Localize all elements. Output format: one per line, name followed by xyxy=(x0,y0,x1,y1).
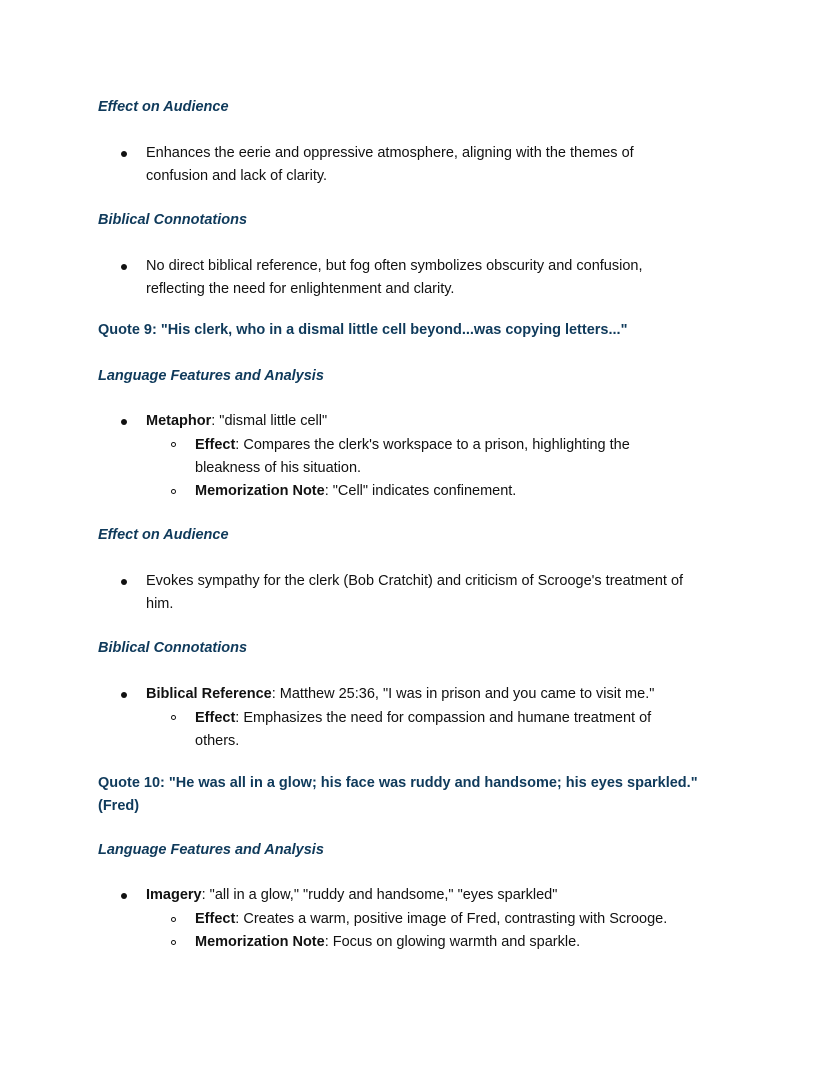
quote-10-heading xyxy=(98,772,748,818)
quote-10-heading-line-2: (Fred) xyxy=(98,798,140,814)
biblical-connotations-heading: Biblical Connotations xyxy=(98,640,248,656)
biblical-text: : Matthew 25:36, "I was in prison and you came to visit me." xyxy=(271,686,655,702)
feature-label: Imagery xyxy=(146,887,202,903)
bullet-text: him. xyxy=(146,596,174,612)
sub-bullet-text xyxy=(195,480,516,503)
memo-label: Memorization Note xyxy=(195,483,325,499)
effect-label: Effect xyxy=(195,710,236,726)
memo-label: Memorization Note xyxy=(195,934,325,950)
sub-bullet-text: others. xyxy=(195,733,240,749)
memo-text: : Focus on glowing warmth and sparkle. xyxy=(324,934,581,950)
bullet-text xyxy=(146,410,327,433)
quote-10-heading-line-1: Quote 10: "He was all in a glow; his face was ruddy and handsome; his eyes sparkled." xyxy=(98,775,698,791)
effect-label: Effect xyxy=(195,437,236,453)
effect-text: : Creates a warm, positive image of Fred, contrasting with Scrooge. xyxy=(235,911,668,927)
bullet-disc xyxy=(121,579,127,585)
feature-text: : "dismal little cell" xyxy=(211,413,328,429)
feature-label: Metaphor xyxy=(146,413,212,429)
bullet-disc xyxy=(121,692,127,698)
effect-label: Effect xyxy=(195,911,236,927)
bullet-disc xyxy=(121,264,127,270)
sub-bullet-text xyxy=(195,908,667,931)
bullet-circle xyxy=(171,489,176,494)
bullet-disc xyxy=(121,151,127,157)
feature-text: : "all in a glow," "ruddy and handsome," "eyes sparkled" xyxy=(201,887,558,903)
bullet-disc xyxy=(121,419,127,425)
bullet-circle xyxy=(171,715,176,720)
language-features-heading: Language Features and Analysis xyxy=(98,842,324,858)
sub-bullet-text xyxy=(195,931,580,954)
effect-text: : Emphasizes the need for compassion and humane treatment of xyxy=(235,710,652,726)
bullet-text: confusion and lack of clarity. xyxy=(146,168,328,184)
bullet-text: No direct biblical reference, but fog often symbolizes obscurity and confusion, xyxy=(146,258,643,274)
bullet-text: Enhances the eerie and oppressive atmosphere, aligning with the themes of xyxy=(146,145,634,161)
memo-text: : "Cell" indicates confinement. xyxy=(324,483,517,499)
effect-on-audience-heading: Effect on Audience xyxy=(98,527,229,543)
bullet-text xyxy=(146,884,557,907)
bullet-circle xyxy=(171,940,176,945)
bullet-text xyxy=(146,683,654,706)
bullet-disc xyxy=(121,893,127,899)
sub-bullet-text xyxy=(195,707,651,730)
effect-on-audience-heading: Effect on Audience xyxy=(98,99,229,115)
sub-bullet-text xyxy=(195,434,630,457)
biblical-label: Biblical Reference xyxy=(146,686,272,702)
biblical-connotations-heading: Biblical Connotations xyxy=(98,212,248,228)
effect-text: : Compares the clerk's workspace to a prison, highlighting the xyxy=(235,437,630,453)
language-features-heading: Language Features and Analysis xyxy=(98,368,324,384)
bullet-circle xyxy=(171,442,176,447)
bullet-text: Evokes sympathy for the clerk (Bob Cratchit) and criticism of Scrooge's treatment of xyxy=(146,573,684,589)
bullet-text: reflecting the need for enlightenment and clarity. xyxy=(146,281,455,297)
quote-9-heading: Quote 9: "His clerk, who in a dismal little cell beyond...was copying letters..." xyxy=(98,322,628,338)
bullet-circle xyxy=(171,917,176,922)
sub-bullet-text: bleakness of his situation. xyxy=(195,460,362,476)
